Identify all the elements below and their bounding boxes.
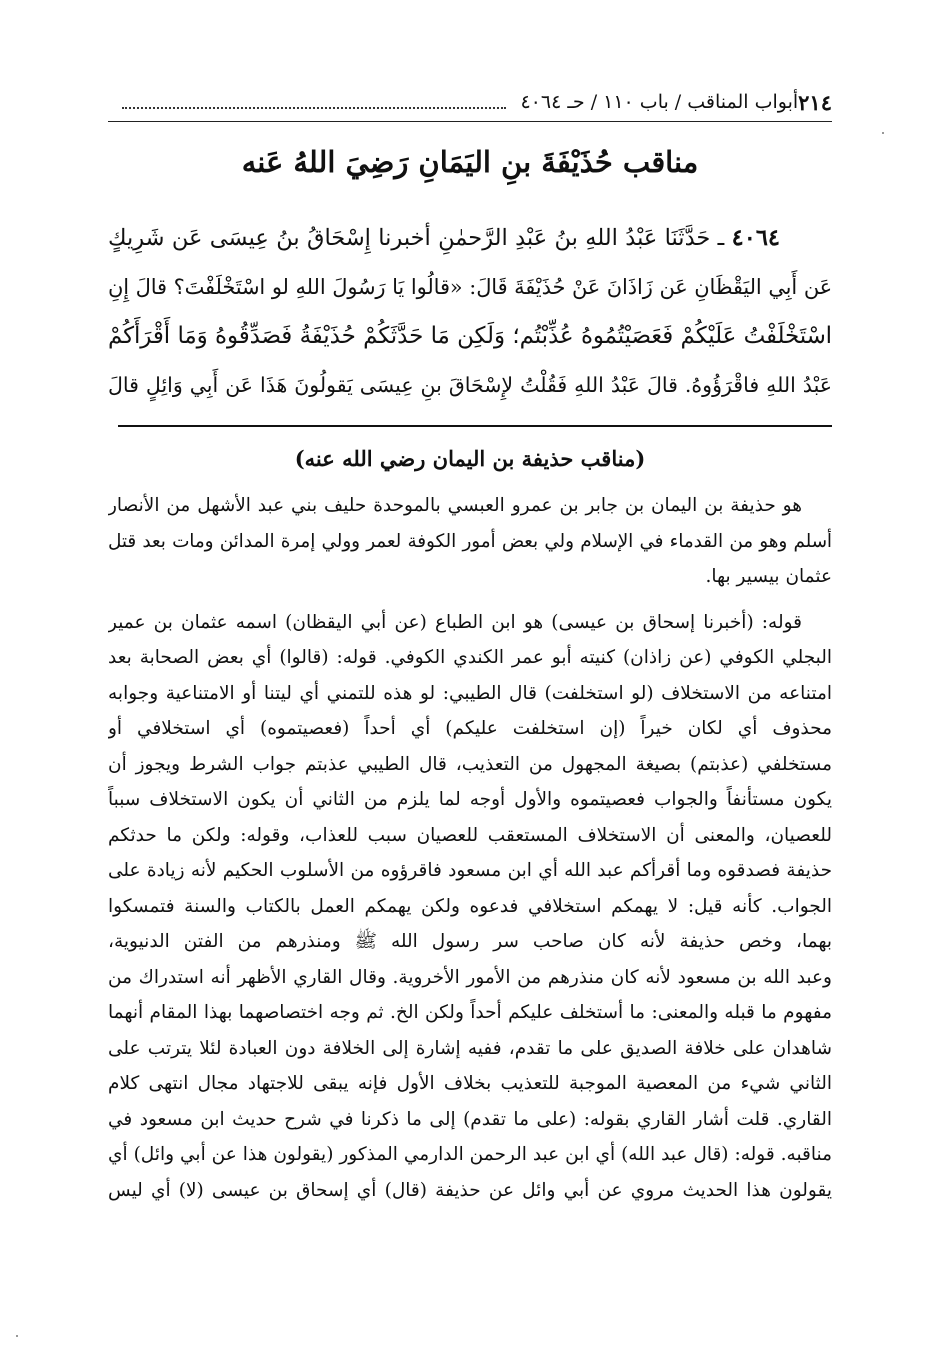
- commentary-body: [108, 488, 832, 1208]
- commentary-title: (مناقب حذيفة بن اليمان رضي الله عنه): [294, 446, 646, 471]
- commentary-line: هو حذيفة بن اليمان بن جابر بن عمرو العبسي بالموحدة حليف بني عبد الأشهل من الأنصار: [108, 495, 802, 516]
- commentary-line: وعبد الله بن مسعود لأنه كان منذرهم من الأمور الأخروية. وقال القاري الأظهر أنه استدراك من: [108, 966, 832, 988]
- commentary-line: أسلم وهو من القدماء في الإسلام ولي بعض أمور الكوفة لعمر وولي إمرة المدائن ومات بعد قتل: [108, 530, 832, 552]
- commentary-line: قوله: (أخبرنا إسحاق بن عيسى) هو ابن الطباع (عن أبي اليقظان) اسمه عثمان بن عمير: [108, 611, 802, 633]
- commentary-line: الجواب. كأنه قيل: لا يهمكم استخلافي فدعوه ولكن يهمكم العمل بالكتاب والسنة فتمسكوا: [108, 895, 832, 917]
- commentary-line: البجلي الكوفي (عن زاذان) كنيته أبو عمر الكندي الكوفي. قوله: (قالوا) أي بعض الصحابة بعد: [108, 647, 832, 668]
- commentary-line: يكون مستأنفاً والجواب فعصيتموه والأول أوجه لما يلزم من الثاني أن يكون الاستخلاف سبباً: [108, 789, 832, 810]
- commentary-line: شاهدان على خلافة الصديق على ما تقدم، ففيه إشارة إلى الخلافة دون العبادة لئلا يترتب على: [108, 1037, 832, 1059]
- commentary-line: مناقبه. قوله: (قال عبد الله) أي ابن عبد الرحمن الدارمي المذكور (يقولون هذا عن أبي وائل) أي: [108, 1144, 832, 1165]
- commentary-line: بهما، وخص حذيفة لأنه كان صاحب سر رسول الله ﷺ ومنذرهم من الفتن الدنيوية،: [108, 931, 832, 952]
- section-reference: أبواب المناقب / باب ١١٠ / حـ ٤٠٦٤: [520, 91, 799, 113]
- commentary-line: عثمان بيسير بها.: [705, 566, 832, 587]
- hadith-number: ٤٠٦٤: [731, 225, 780, 251]
- paper-speck: [882, 132, 884, 134]
- hadith-line: ٤٠٦٤ ـ حَدَّثَنَا عَبْدُ اللهِ بنُ عَبْدِ الرَّحمٰنِ أخبرنا إِسْحَاقُ بنُ عِيسَى عَن شَرِيكٍ: [108, 225, 780, 251]
- commentary-line: للعصيان، والمعنى أن الاستخلاف المستعقب للعصيان سبب للعذاب، وقوله: ولكن ما حدثكم: [108, 824, 832, 846]
- page-number: ٢١٤: [798, 89, 832, 115]
- paragraph-gap: [108, 595, 832, 605]
- running-header: [108, 86, 832, 118]
- hadith-line: اسْتَخْلَفْتُ عَلَيْكُمْ فَعَصَيْتُمُوهُ عُذِّبْتُم؛ وَلَكِن مَا حَدَّثَكُمْ حُذَيْفَةُ فَصَدِّقُوهُ وَمَا أَقْرَأَكُمْ: [108, 323, 832, 349]
- commentary-line: الثاني شيء من المعصية الموجبة للتعذيب بخلاف الأول فإنه يبقى للاجتهاد مجال انتهى كلام: [108, 1073, 832, 1094]
- commentary-line: محذوف أي لكان خيراً (إن استخلفت عليكم) أي أحداً (فعصيتموه) أي استخلافي أو: [108, 718, 832, 739]
- commentary-line: مستخلفي (عذبتم) بصيغة المجهول من التعذيب، قال الطيبي عذبتم جواب الشرط ويجوز أن: [108, 753, 832, 775]
- commentary-line: يقولون هذا الحديث مروي عن أبي وائل عن حذيفة (قال) أي إسحاق بن عيسى (لا) أي ليس: [108, 1179, 832, 1201]
- commentary-line: مفهوم ما قبله والمعنى: ما أستخلف عليكم أحداً ولكن الخ. ثم وجه اختصاصهما بهذا المقام أنهما: [108, 1002, 832, 1023]
- commentary-line: حذيفة فصدقوه وما أقرأكم عبد الله أي ابن مسعود فاقرؤوه من الأسلوب الحكيم لأنه زيادة على: [108, 860, 832, 881]
- header-dot-leader: [122, 107, 506, 109]
- header-rule: [108, 121, 832, 122]
- paper-speck: [16, 1335, 18, 1337]
- hadith-line: عَن أَبِي اليَقْظَانِ عَن زَاذَانَ عَنْ حُذَيْفَةَ قَالَ: «قالُوا يَا رَسُولَ اللهِ لو اسْتَخْلَفْتَ؟ قالَ إِنِ: [108, 275, 832, 299]
- hadith-line: عَبْدُ اللهِ فاقْرَؤُوهُ. قالَ عَبْدُ اللهِ فَقُلْتُ لإِسْحَاقَ بنِ عِيسَى يَقولُونَ هَذَا عَن أَبِي وَائِلٍ قالَ: [108, 373, 832, 397]
- commentary-line: القاري. قلت أشار القاري بقوله: (على ما تقدم) إلى ما ذكرنا في شرح حديث ابن مسعود في: [108, 1108, 832, 1130]
- hadith-text: [108, 214, 832, 410]
- chapter-title: مناقب حُذَيْفَةَ بنِ اليَمَانِ رَضِيَ اللهُ عَنه: [241, 145, 699, 179]
- separator-rule: [118, 425, 832, 427]
- commentary-line: امتناعه من الاستخلاف (لو استخلفت) قال الطيبي: لو هذه للتمني أي ليتنا أو الامتناعية وجوابه: [108, 682, 832, 704]
